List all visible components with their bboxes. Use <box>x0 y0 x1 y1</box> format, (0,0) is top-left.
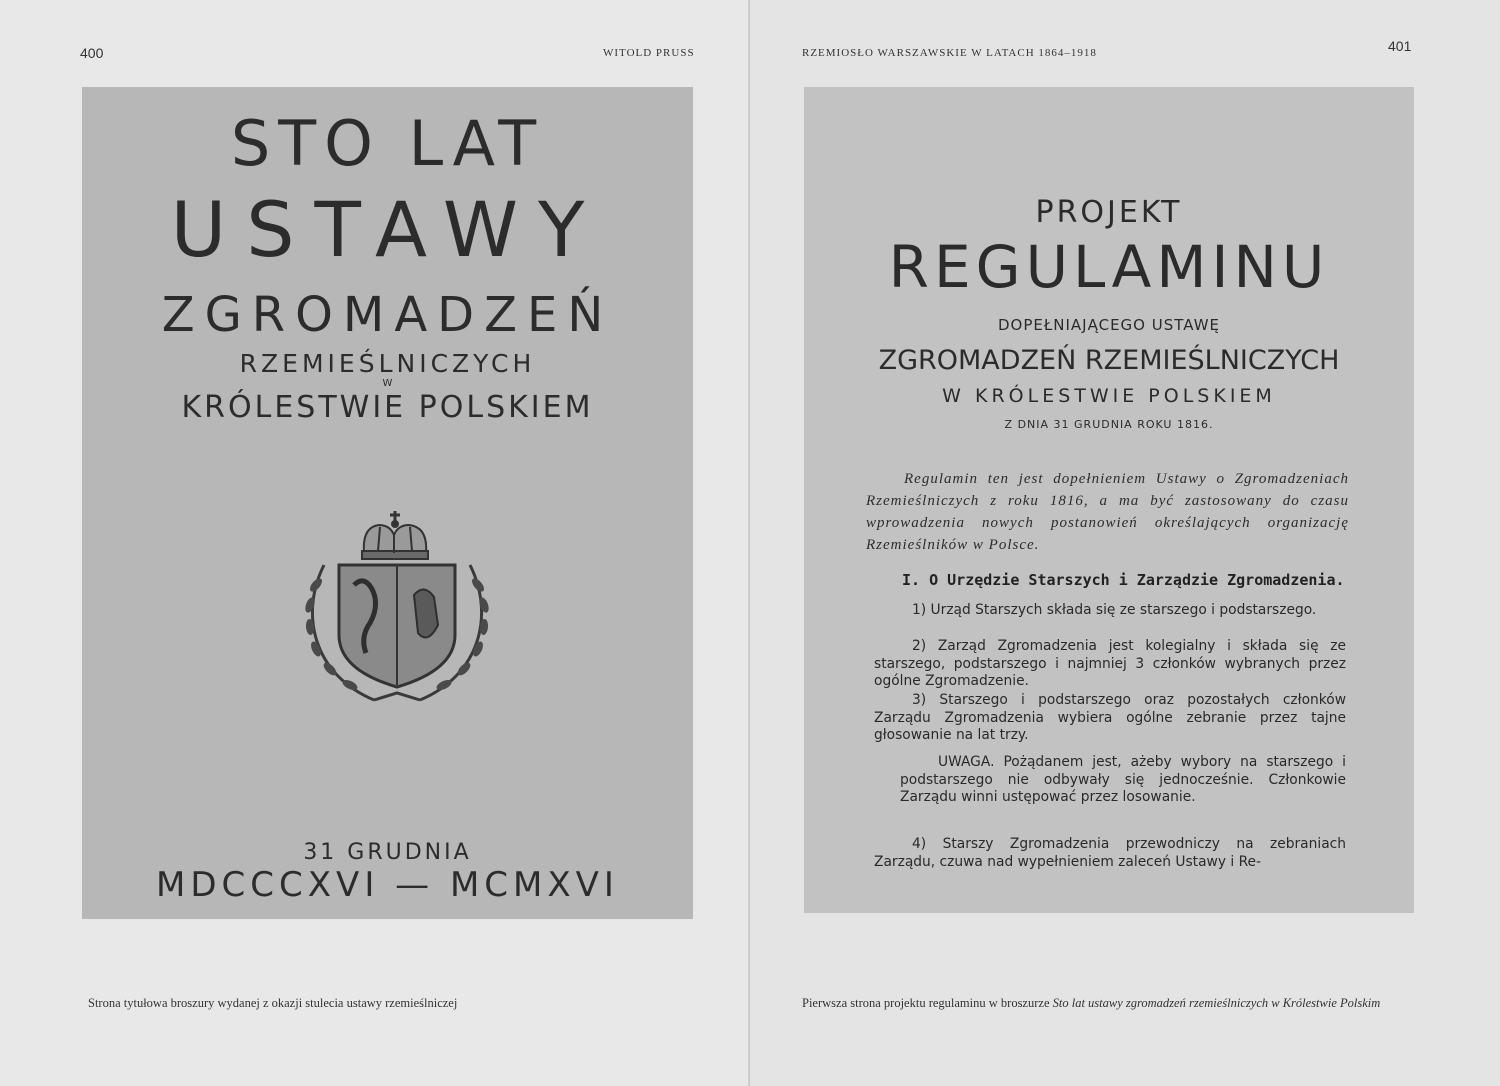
page-number-left: 400 <box>80 45 104 61</box>
doc-date: Z DNIA 31 GRUDNIA ROKU 1816. <box>1004 418 1214 431</box>
title-line-krolestwie: KRÓLESTWIE POLSKIEM <box>181 390 594 425</box>
paragraph-4: 4) Starszy Zgromadzenia przewodniczy na zebraniach Zarządu, czuwa nad wypełnieniem zaleceń Ustawy i Re- <box>874 836 1346 870</box>
doc-subtitle-2: ZGROMADZEŃ RZEMIEŚLNICZYCH <box>878 345 1340 376</box>
paragraph-1: 1) Urząd Starszych składa się ze starszego i podstarszego. <box>912 602 1317 618</box>
date-line: 31 GRUDNIA <box>303 840 472 865</box>
page-number-right: 401 <box>1388 38 1412 54</box>
title-line-rzemieslniczych: RZEMIEŚLNICZYCH <box>239 349 536 378</box>
caption-right-prefix: Pierwsza strona projektu regulaminu w broszurze <box>802 996 1050 1010</box>
paragraph-3: 3) Starszego i podstarszego oraz pozostałych członków Zarządu Zgromadzenia wybiera ogólne zebranie przez tajne głosowanie na lat trzy. <box>874 692 1346 743</box>
paragraph-uwaga: UWAGA. Pożądanem jest, ażeby wybory na starszego i podstarszego nie odbywały się jednocześnie. Członkowie Zarządu winni ustępować przez losowanie. <box>900 754 1346 805</box>
doc-intro-paragraph: Regulamin ten jest dopełnieniem Ustawy o Zgromadzeniach Rzemieślniczych z roku 1816, a ma być zastosowany do czasu wprowadzenia nowych postanowień określających organizację Rzemieślników w Polsce. <box>866 471 1349 553</box>
title-line-sto-lat: STO LAT <box>230 107 545 180</box>
right-page <box>750 0 1500 1086</box>
years-line: MDCCCXVI — MCMXVI <box>156 865 619 905</box>
coat-of-arms-icon <box>294 505 500 715</box>
doc-subtitle-3: W KRÓLESTWIE POLSKIEM <box>942 385 1276 407</box>
running-head-right: RZEMIOSŁO WARSZAWSKIE W LATACH 1864–1918 <box>802 47 1097 59</box>
caption-right-title: Sto lat ustawy zgromadzeń rzemieślniczych w Królestwie Polskim <box>1052 996 1381 1010</box>
paragraph-2: 2) Zarząd Zgromadzenia jest kolegialny i składa się ze starszego, podstarszego i najmniej 3 członków wybranych przez ogólne Zgromadzenie. <box>874 638 1346 689</box>
caption-left: Strona tytułowa broszury wydanej z okazji stulecia ustawy rzemieślniczej <box>88 996 458 1010</box>
doc-title-projekt: PROJEKT <box>1035 195 1183 230</box>
caption-right <box>802 994 1432 1012</box>
title-line-ustawy: USTAWY <box>170 185 605 274</box>
title-line-zgromadzen: ZGROMADZEŃ <box>161 287 614 343</box>
doc-subtitle-1: DOPEŁNIAJĄCEGO USTAWĘ <box>997 316 1221 334</box>
title-line-w: W <box>382 378 393 389</box>
doc-title-regulaminu: REGULAMINU <box>888 233 1330 301</box>
running-head-left: WITOLD PRUSS <box>603 47 695 59</box>
title-page-plate <box>82 87 693 919</box>
section-title: I. O Urzędzie Starszych i Zarządzie Zgromadzenia. <box>902 571 1345 589</box>
regulation-page-plate <box>804 87 1414 913</box>
